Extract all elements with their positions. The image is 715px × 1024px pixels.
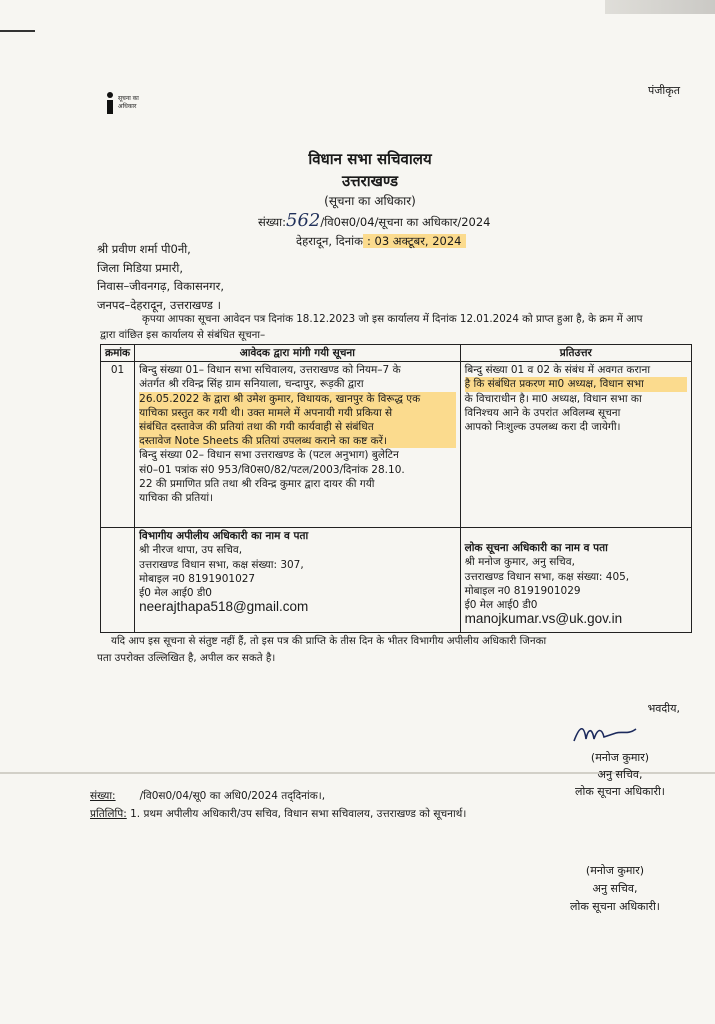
signatory-office: लोक सूचना अधिकारी।	[575, 785, 665, 798]
table-header-row	[101, 345, 692, 362]
appeal-paragraph	[97, 633, 695, 667]
addressee-line: जिला मिडिया प्रमारी,	[97, 260, 183, 275]
ref-number-handwritten: 562	[286, 210, 321, 231]
copy-to-text: 1. प्रथम अपीलीय अधिकारी/उप सचिव, विधान सभा सचिवालय, उत्तराखण्ड को सूचनार्थ।	[130, 808, 467, 820]
appeal-line: यदि आप इस सूचना से संतुष्ट नहीं हैं, तो इस पत्र की प्राप्ति के तीस दिन के भीतर विभागीय अपीलीय अधिकारी जिनका	[111, 635, 547, 647]
copy-ref-text: /वि0स0/04/सू0 का अधि0/2024 तद्‌दिनांक।,	[139, 790, 326, 802]
intro-line: द्वारा वांछित इस कार्यालय से संबंधित सूचना–	[100, 329, 266, 341]
appellate-line: ई0 मेल आई0 डी0	[139, 587, 212, 600]
date-line	[296, 232, 466, 250]
appellate-officer-cell	[135, 528, 460, 633]
signatory-post: अनु सचिव,	[592, 882, 638, 895]
intro-line: कृपया आपका सूचना आवेदन पत्र दिनांक 18.12.2023 जो इस कार्यालय में दिनांक 12.01.2024 को प्राप्त हुआ है, के क्रम में आप	[142, 313, 643, 325]
copy-to	[90, 806, 466, 822]
appellate-email: neerajthapa518@gmail.com	[139, 599, 309, 615]
reference-number	[258, 212, 490, 231]
info-icon	[105, 92, 115, 114]
info-line: 22 की प्रमाणित प्रति तथा श्री रविन्द्र कुमार द्वारा दायर की गयी	[139, 477, 375, 490]
pio-cell	[460, 528, 691, 633]
col-header-serial: क्रमांक	[101, 345, 135, 362]
col-header-reply: प्रतिउत्तर	[460, 345, 691, 362]
rti-subtitle: (सूचना का अधिकार)	[324, 194, 416, 208]
reply-line: विनिश्चय आने के उपरांत अविलम्ब सूचना	[464, 406, 621, 419]
info-line: याचिका की प्रतियां।	[139, 492, 214, 505]
reply-line: है कि संबंधित प्रकरण मा0 अध्यक्ष, विधान सभा	[465, 377, 687, 391]
reply-line: के विचाराधीन है। मा0 अध्यक्ष, विधान सभा का	[464, 392, 642, 405]
appellate-line: श्री नीरज थापा, उप सचिव,	[139, 544, 243, 557]
signatory-name: (मनोज कुमार)	[590, 751, 650, 764]
pio-line: ई0 मेल आई0 डी0	[464, 599, 538, 612]
pio-email: manojkumar.vs@uk.gov.in	[464, 611, 623, 627]
signatory-post: अनु सचिव,	[597, 768, 643, 781]
col-header-info: आवेदक द्वारा मांगी गयी सूचना	[135, 345, 460, 362]
registered-mark: पंजीकृत	[648, 84, 680, 97]
info-cell	[135, 362, 460, 528]
copy-to-label: प्रतिलिपि:	[90, 808, 127, 820]
addressee-line: श्री प्रवीण शर्मा पी0नी,	[97, 242, 191, 256]
ref-prefix: संख्या:	[258, 215, 287, 229]
signature-block-2	[545, 862, 685, 916]
info-line: बिन्दु संख्या 01– विधान सभा सचिवालय, उत्तराखण्ड को नियम–7 के	[139, 364, 401, 377]
pio-title: लोक सूचना अधिकारी का नाम व पता	[464, 542, 608, 555]
letter-header	[250, 148, 490, 210]
info-line: दस्तावेज Note Sheets की प्रतियां उपलब्ध कराने का कष्ट करें।	[139, 434, 455, 448]
pio-line: श्री मनोज कुमार, अनु सचिव,	[464, 556, 575, 569]
reply-cell	[460, 362, 691, 528]
signatory-office: लोक सूचना अधिकारी।	[570, 900, 660, 913]
signatory-name: (मनोज कुमार)	[585, 864, 645, 877]
serial-cell: 01	[101, 362, 135, 528]
serial-cell-empty	[101, 528, 135, 633]
info-line: अंतर्गत श्री रविन्द्र सिंह ग्राम सनियाला, चन्दापुर, रूड़की द्वारा	[139, 378, 364, 391]
information-table	[100, 344, 692, 633]
pio-line: मोबाइल न0 8191901029	[464, 584, 581, 597]
signature-block-1	[540, 700, 700, 800]
logo-line-1: सूचना का	[118, 95, 139, 102]
appellate-line: मोबाइल न0 8191901027	[139, 572, 256, 585]
info-line: संबंधित दस्तावेज की प्रतियां तथा की गयी कार्यवाही से संबंधित	[139, 420, 455, 434]
rti-logo	[105, 92, 165, 128]
office-name: विधान सभा सचिवालय	[308, 150, 432, 168]
appeal-line: पता उपरोक्त उल्लिखित है, अपील कर सकते है।	[97, 652, 276, 664]
info-line: सं0–01 पत्रांक सं0 953/वि0स0/82/पटल/2003/दिनांक 28.10.	[139, 463, 405, 476]
info-line: याचिका प्रस्तुत कर गयी थी। उक्त मामले में अपनायी गयी प्रकिया से	[139, 406, 455, 420]
salutation: भवदीय,	[647, 702, 680, 715]
copy-ref-label: संख्या:	[90, 790, 116, 802]
ref-suffix: /वि0स0/04/सूचना का अधिकार/2024	[320, 215, 491, 229]
intro-paragraph	[100, 311, 695, 343]
page-edge-mark	[0, 30, 35, 32]
info-line: 26.05.2022 के द्वारा श्री उमेश कुमार, विधायक, खानपुर के विरूद्ध एक	[139, 392, 455, 406]
bleed-through-text	[605, 0, 715, 14]
addressee-line: निवास–जीवनगढ़, विकासनगर,	[97, 279, 224, 293]
logo-line-2: अधिकार	[118, 103, 137, 110]
pio-line: उत्तराखण्ड विधान सभा, कक्ष संख्या: 405,	[464, 570, 630, 583]
appellate-title: विभागीय अपीलीय अधिकारी का नाम व पता	[139, 530, 309, 543]
reply-line: आपको निःशुल्क उपलब्ध करा दी जायेगी।	[464, 421, 621, 434]
date-value: : 03 अक्टूबर, 2024	[363, 234, 466, 248]
table-row	[101, 528, 692, 633]
reply-line: बिन्दु संख्या 01 व 02 के संबंध में अवगत कराना	[464, 364, 651, 377]
copy-reference	[90, 788, 325, 804]
signature-scribble	[570, 721, 640, 749]
table-row	[101, 362, 692, 528]
appellate-line: उत्तराखण्ड विधान सभा, कक्ष संख्या: 307,	[139, 558, 304, 571]
info-line: बिन्दु संख्या 02– विधान सभा उत्तराखण्ड के (पटल अनुभाग) बुलेटिन	[139, 449, 399, 462]
addressee-block	[97, 240, 224, 314]
state-name: उत्तराखण्ड	[341, 172, 399, 190]
date-prefix: देहरादून, दिनांक	[296, 234, 363, 248]
addressee-line: जनपद–देहरादून, उत्तराखण्ड ।	[97, 297, 221, 312]
